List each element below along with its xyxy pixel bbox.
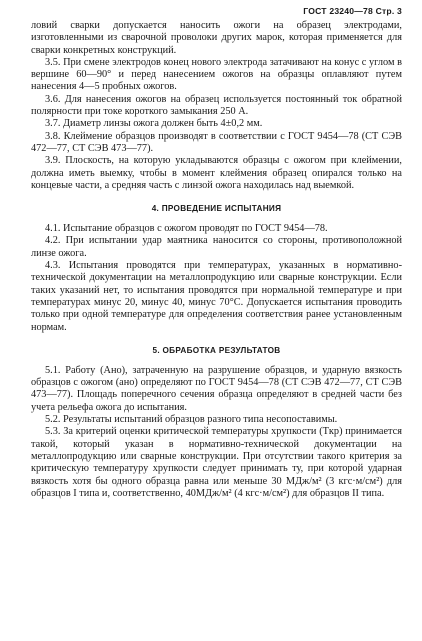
paragraph-5-2: 5.2. Результаты испытаний образцов разного типа несопоставимы. — [45, 414, 338, 426]
paragraph-5-3: 5.3. За критерий оценки критической температуры хрупкости (Tкр) принимается такой, который указан в нормативно-технической документации на металлопродукцию или сварные конструкции. При отсутствии такого критерия за критическую температуру хрупкости следует принимать ту, при которой ударная вязкость хотя бы одного образца равна или меньше 30 МДж/м² (3 кгс·м/см²) для образцов I типа и, соответственно, 40МДж/м² (4 кгс·м/см²) для образцов II типа. — [31, 426, 402, 499]
paragraph-5-1: 5.1. Работу (Aно), затраченную на разрушение образцов, и ударную вязкость образцов с ожогом (aно) определяют по ГОСТ 9454—78 (СТ СЭВ 472—77, СТ СЭВ 473—77). Площадь поперечного сечения образца определяют в средней части без учета рельефа ожога до испытания. — [31, 364, 402, 413]
document-body — [31, 20, 402, 500]
paragraph-4-3: 4.3. Испытания проводятся при температурах, указанных в нормативно-технической документации на металлопродукцию или сварные конструкции. Если таких указаний нет, то испытания проводятся при нормальной температуре и при температурах минус 20, минус 40, минус 70°С. Допускается испытания проводить только при одной температуре для определения соответствия ранее установленным нормам. — [31, 260, 402, 333]
paragraph-4-2: 4.2. При испытании удар маятника наносится со стороны, противоположной линзе ожога. — [31, 235, 402, 259]
paragraph-3-9: 3.9. Плоскость, на которую укладываются образцы с ожогом при клеймении, должна иметь выемку, чтобы в момент клеймения образец опирался только на концевые части, а средняя часть с линзой ожога находилась над выемкой. — [31, 155, 402, 191]
paragraph-3-7: 3.7. Диаметр линзы ожога должен быть 4±0,2 мм. — [45, 118, 263, 130]
paragraph-3-6: 3.6. Для нанесения ожогов на образец используется постоянный ток обратной полярности при токе короткого замыкания 250 А. — [31, 93, 402, 118]
paragraph-3-8: 3.8. Клеймение образцов производят в соответствии с ГОСТ 9454—78 (СТ СЭВ 472—77, СТ СЭВ 473—77). — [31, 130, 402, 154]
section-4-title: 4. ПРОВЕДЕНИЕ ИСПЫТАНИЯ — [151, 204, 282, 214]
section-5-title: 5. ОБРАБОТКА РЕЗУЛЬТАТОВ — [152, 345, 281, 355]
paragraph-3-4-continuation: ловий сварки допускается наносить ожоги на образец электродами, изготовленными из сварочной проволоки других марок, которая применяется для сварки конкретных конструкций. — [31, 20, 402, 56]
paragraph-3-5: 3.5. При смене электродов конец нового электрода затачивают на конус с углом в вершине 60—90° и перед нанесением ожогов на образцы оплавляют путем нанесения 4—5 пробных ожогов. — [31, 56, 402, 93]
paragraph-4-1: 4.1. Испытание образцов с ожогом проводят по ГОСТ 9454—78. — [45, 223, 328, 235]
page-header: ГОСТ 23240—78 Стр. 3 — [303, 6, 402, 16]
